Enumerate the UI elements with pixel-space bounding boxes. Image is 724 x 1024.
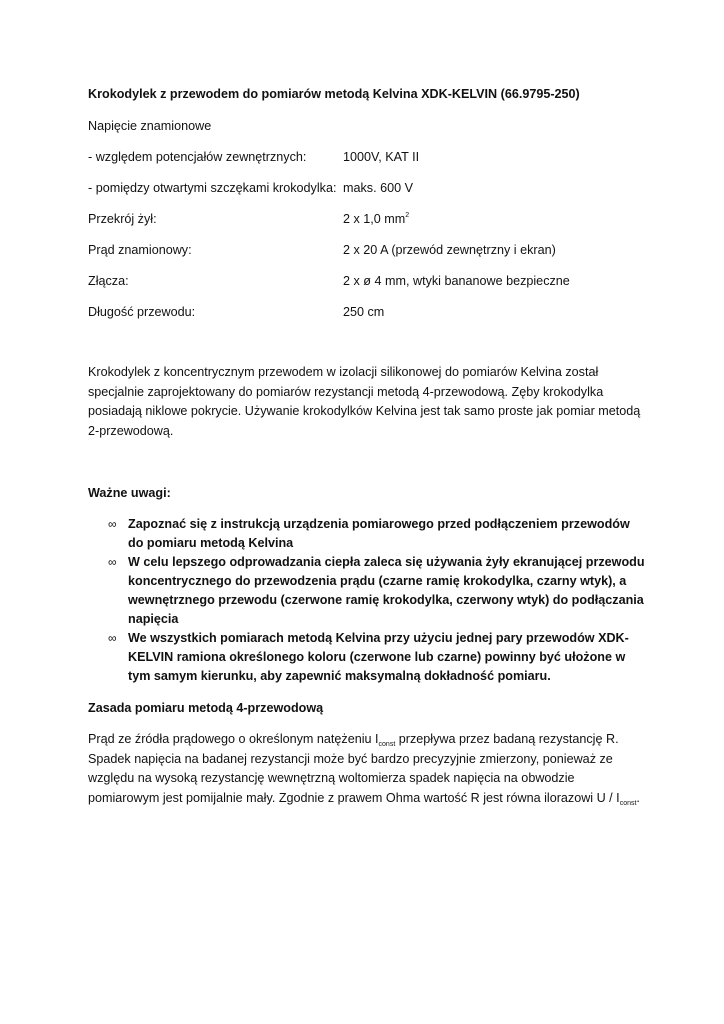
spec-row — [88, 147, 648, 167]
subscript: const — [619, 799, 637, 807]
principle-paragraph — [88, 730, 648, 808]
spec-label: - względem potencjałów zewnętrznych: — [88, 150, 307, 164]
notes-list — [88, 515, 648, 686]
spec-value: 2 x ø 4 mm, wtyki bananowe bezpieczne — [343, 274, 570, 288]
spec-value: maks. 600 V — [343, 181, 413, 195]
note-text: We wszystkich pomiarach metodą Kelvina przy użyciu jednej pary przewodów XDK-KELVIN ramiona określonego koloru (czerwone lub czarne) powinny być ułożone w tym samym kierunku, aby zapewnić maksymalną dokładność pomiaru. — [128, 631, 629, 683]
notes-heading: Ważne uwagi: — [88, 486, 171, 500]
spec-value: 250 cm — [343, 305, 385, 319]
spec-value — [343, 209, 648, 229]
list-item — [88, 515, 648, 553]
spec-row — [88, 271, 648, 291]
infinity-bullet-icon: ∞ — [108, 517, 117, 531]
list-item — [88, 553, 648, 629]
spec-row — [88, 240, 648, 260]
spec-list — [88, 147, 648, 322]
principle-heading: Zasada pomiaru metodą 4-przewodową — [88, 701, 324, 715]
description-paragraph: Krokodylek z koncentrycznym przewodem w izolacji silikonowej do pomiarów Kelvina został specjalnie zaprojektowany do pomiarów rezystancji metodą 4-przewodową. Zęby krokodylka posiadają niklowe pokrycie. Używanie krokodylków Kelvina jest tak samo proste jak pomiar metodą 2-przewodową. — [88, 365, 641, 438]
spec-label: Złącza: — [88, 274, 129, 288]
superscript: 2 — [405, 212, 410, 219]
spec-label: Długość przewodu: — [88, 305, 196, 319]
document-page — [88, 84, 648, 808]
document-title: Krokodylek z przewodem do pomiarów metodą Kelvina XDK-KELVIN (66.9795-250) — [88, 87, 580, 101]
spec-value: 1000V, KAT II — [343, 150, 420, 164]
spec-label: Prąd znamionowy: — [88, 243, 192, 257]
subscript: const — [378, 741, 396, 748]
principle-text: Prąd ze źródła prądowego o określonym natężeniu I — [88, 732, 379, 746]
spec-row — [88, 209, 648, 229]
infinity-bullet-icon: ∞ — [108, 631, 117, 645]
spec-label: Przekrój żył: — [88, 212, 157, 226]
spec-row — [88, 302, 648, 322]
principle-text: przepływa przez badaną rezystancję R. Spadek napięcia na badanej rezystancji może być bardzo precyzyjnie zmierzony, ponieważ ze względu na wysoką rezystancję wewnętrzną woltomierza spadek napięcia na obwodzie pomiarowym jest pomijalnie mały. Zgodnie z prawem Ohma wartość R jest równa ilorazowi U / I — [88, 732, 620, 805]
infinity-bullet-icon: ∞ — [108, 555, 117, 569]
spec-value: 2 x 20 A (przewód zewnętrzny i ekran) — [343, 243, 556, 257]
rated-voltage-heading: Napięcie znamionowe — [88, 119, 212, 133]
spec-value-text: 2 x 1,0 mm — [343, 212, 406, 226]
note-text: Zapoznać się z instrukcją urządzenia pomiarowego przed podłączeniem przewodów do pomiaru metodą Kelvina — [128, 517, 630, 550]
spec-label: - pomiędzy otwartymi szczękami krokodylka: — [88, 181, 337, 195]
note-text: W celu lepszego odprowadzania ciepła zaleca się używania żyły ekranującej przewodu koncentrycznego do przewodzenia prądu (czarne ramię krokodylka, czarny wtyk), a wewnętrznego przewodu (czerwone ramię krokodylka, czerwony wtyk) do podłączania napięcia — [128, 555, 645, 626]
principle-text: . — [636, 790, 640, 805]
list-item — [88, 629, 648, 686]
spec-row — [88, 178, 648, 198]
